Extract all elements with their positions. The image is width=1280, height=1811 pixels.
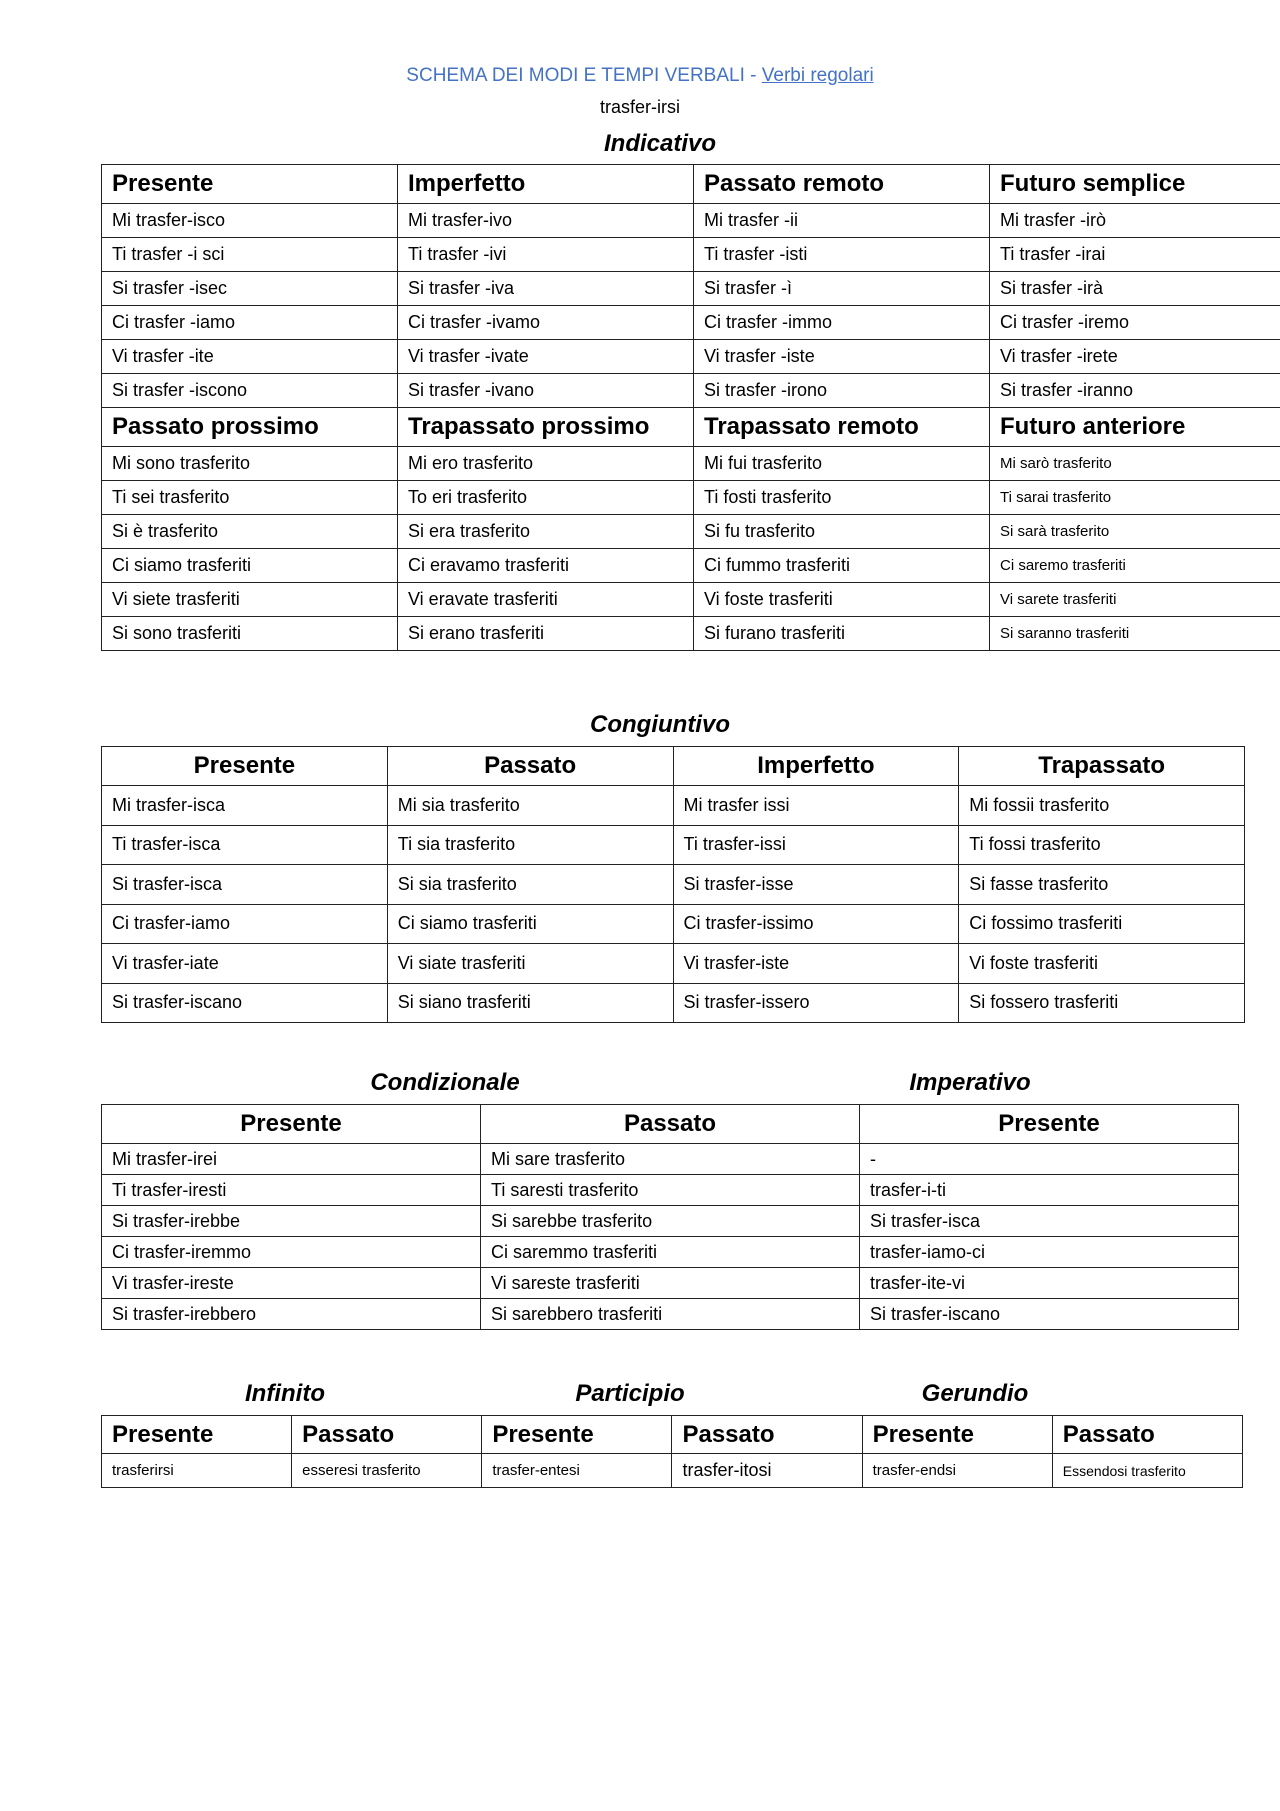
table-cell: Ti trasfer-issi [673, 825, 959, 865]
table-cell: Si saranno trasferiti [990, 617, 1280, 651]
table-cell: trasferirsi [102, 1454, 292, 1488]
table-cell: Ti sia trasferito [387, 825, 673, 865]
table-cell: trasfer-itosi [672, 1454, 862, 1488]
table-cell: Ti sei trasferito [102, 481, 398, 515]
table-cell: Mi trasfer -ii [694, 204, 990, 238]
column-header: Trapassato [959, 747, 1245, 786]
table-cell: Mi trasfer -irò [990, 204, 1280, 238]
heading-gerundio: Gerundio [921, 1380, 1029, 1407]
table-cell: Si trasfer -iva [398, 272, 694, 306]
table-cell: trasfer-i-ti [860, 1175, 1239, 1206]
page-title [0, 64, 1280, 88]
table-cell: Ti trasfer -ivi [398, 238, 694, 272]
table-cell: Mi trasfer-irei [102, 1144, 481, 1175]
table-cell: Si trasfer-irebbero [102, 1299, 481, 1330]
verb-subtitle: trasfer-irsi [600, 97, 680, 117]
table-cell: Si fossero trasferiti [959, 983, 1245, 1023]
column-header: Presente [860, 1105, 1239, 1144]
column-header: Presente [102, 747, 388, 786]
column-header: Presente [102, 165, 398, 204]
table-cell: Vi sareste trasferiti [481, 1268, 860, 1299]
table-cell: Si sarebbero trasferiti [481, 1299, 860, 1330]
table-cell: Si erano trasferiti [398, 617, 694, 651]
table-cell: Si era trasferito [398, 515, 694, 549]
congiuntivo-table [101, 746, 1245, 1023]
table-row [102, 447, 1280, 481]
table-cell: Mi ero trasferito [398, 447, 694, 481]
table-row [102, 1144, 1239, 1175]
table-row [102, 825, 1245, 865]
table-cell: Ci siamo trasferiti [387, 904, 673, 944]
table-cell: Mi sare trasferito [481, 1144, 860, 1175]
table-cell: Si trasfer-isse [673, 865, 959, 905]
table-row [102, 1206, 1239, 1237]
table-cell: Si sono trasferiti [102, 617, 398, 651]
column-header: Passato [387, 747, 673, 786]
column-header: Presente [102, 1416, 292, 1454]
table-cell: Ci fossimo trasferiti [959, 904, 1245, 944]
table-cell: Ti sarai trasferito [990, 481, 1280, 515]
heading-condizionale: Condizionale [370, 1069, 520, 1096]
table-cell: Ti saresti trasferito [481, 1175, 860, 1206]
column-header: Futuro anteriore [990, 408, 1280, 447]
title-main: SCHEMA DEI MODI E TEMPI VERBALI - [406, 65, 762, 86]
column-header: Imperfetto [398, 165, 694, 204]
table-cell: Mi sono trasferito [102, 447, 398, 481]
table-cell: Si trasfer-iscano [860, 1299, 1239, 1330]
table-row [102, 481, 1280, 515]
table-row [102, 515, 1280, 549]
table-cell: trasfer-entesi [482, 1454, 672, 1488]
table-cell: Vi foste trasferiti [694, 583, 990, 617]
table-row [102, 1299, 1239, 1330]
table-cell: Si siano trasferiti [387, 983, 673, 1023]
table-cell: Mi trasfer-isco [102, 204, 398, 238]
table-row [102, 238, 1280, 272]
table-cell: Si trasfer-issero [673, 983, 959, 1023]
table-cell: Vi siete trasferiti [102, 583, 398, 617]
heading-imperativo: Imperativo [909, 1069, 1031, 1096]
table-cell: Vi eravate trasferiti [398, 583, 694, 617]
table-cell: Si sarà trasferito [990, 515, 1280, 549]
table-row [102, 617, 1280, 651]
condizionale-imperativo-table [101, 1104, 1239, 1330]
table-row [102, 374, 1280, 408]
infinito-participio-gerundio-table [101, 1415, 1243, 1488]
column-header: Presente [862, 1416, 1052, 1454]
table-row [102, 1454, 1243, 1488]
heading-indicativo: Indicativo [603, 130, 717, 157]
table-cell: Si trasfer -irà [990, 272, 1280, 306]
table-cell: Ci saremo trasferiti [990, 549, 1280, 583]
table-cell: trasfer-iamo-ci [860, 1237, 1239, 1268]
table-cell: Si trasfer-iscano [102, 983, 388, 1023]
table-row [102, 786, 1245, 826]
table-cell: Ci siamo trasferiti [102, 549, 398, 583]
table-cell: Essendosi trasferito [1052, 1454, 1242, 1488]
table-cell: Vi trasfer -irete [990, 340, 1280, 374]
column-header: Passato [672, 1416, 862, 1454]
table-cell: Ti fossi trasferito [959, 825, 1245, 865]
table-cell: Ci trasfer-issimo [673, 904, 959, 944]
table-cell: Si trasfer-irebbe [102, 1206, 481, 1237]
table-row [102, 583, 1280, 617]
table-header-row [102, 1416, 1243, 1454]
table-cell: Ti trasfer-iresti [102, 1175, 481, 1206]
column-header: Passato [481, 1105, 860, 1144]
table-cell: Si sia trasferito [387, 865, 673, 905]
table-cell: Ci trasfer -iamo [102, 306, 398, 340]
table-cell: Mi trasfer issi [673, 786, 959, 826]
column-header: Passato prossimo [102, 408, 398, 447]
heading-infinito: Infinito [245, 1380, 325, 1407]
table-cell: Si sarebbe trasferito [481, 1206, 860, 1237]
indicativo-table [101, 164, 1280, 651]
column-header: Presente [482, 1416, 672, 1454]
column-header: Passato [292, 1416, 482, 1454]
table-cell: trasfer-endsi [862, 1454, 1052, 1488]
table-cell: Ci trasfer -iremo [990, 306, 1280, 340]
table-cell: Mi trasfer-ivo [398, 204, 694, 238]
column-header: Trapassato remoto [694, 408, 990, 447]
table-cell: Ci trasfer-iamo [102, 904, 388, 944]
table-cell: Ci fummo trasferiti [694, 549, 990, 583]
table-cell: Mi fossii trasferito [959, 786, 1245, 826]
table-cell: Vi trasfer -ite [102, 340, 398, 374]
table-row [102, 340, 1280, 374]
table-cell: Ci trasfer-iremmo [102, 1237, 481, 1268]
table-cell: - [860, 1144, 1239, 1175]
table-cell: Ci eravamo trasferiti [398, 549, 694, 583]
table-row [102, 904, 1245, 944]
table-cell: Mi sarò trasferito [990, 447, 1280, 481]
table-cell: Vi trasfer-ireste [102, 1268, 481, 1299]
column-header: Passato [1052, 1416, 1242, 1454]
table-header-row [102, 1105, 1239, 1144]
table-cell: trasfer-ite-vi [860, 1268, 1239, 1299]
column-header: Imperfetto [673, 747, 959, 786]
table-cell: Vi trasfer-iste [673, 944, 959, 984]
table-cell: Ti trasfer -irai [990, 238, 1280, 272]
table-cell: Ti trasfer -isti [694, 238, 990, 272]
table-cell: Vi foste trasferiti [959, 944, 1245, 984]
table-cell: Si fu trasferito [694, 515, 990, 549]
table-cell: Si trasfer-isca [102, 865, 388, 905]
table-cell: Ti trasfer -i sci [102, 238, 398, 272]
table-row [102, 944, 1245, 984]
table-cell: Ti trasfer-isca [102, 825, 388, 865]
table-cell: Si furano trasferiti [694, 617, 990, 651]
table-cell: Si trasfer -ivano [398, 374, 694, 408]
table-row [102, 1237, 1239, 1268]
table-row [102, 1268, 1239, 1299]
column-header: Passato remoto [694, 165, 990, 204]
table-cell: To eri trasferito [398, 481, 694, 515]
table-cell: Si trasfer -ì [694, 272, 990, 306]
column-header: Presente [102, 1105, 481, 1144]
table-cell: Si trasfer -isec [102, 272, 398, 306]
heading-congiuntivo: Congiuntivo [590, 711, 730, 738]
table-cell: Mi trasfer-isca [102, 786, 388, 826]
table-cell: Vi siate trasferiti [387, 944, 673, 984]
table-cell: Vi sarete trasferiti [990, 583, 1280, 617]
table-header-row [102, 165, 1280, 204]
table-cell: Ci trasfer -immo [694, 306, 990, 340]
table-row [102, 865, 1245, 905]
table-cell: Mi fui trasferito [694, 447, 990, 481]
table-cell: Si trasfer -irono [694, 374, 990, 408]
table-cell: Si fasse trasferito [959, 865, 1245, 905]
table-row [102, 204, 1280, 238]
table-cell: Vi trasfer -ivate [398, 340, 694, 374]
column-header: Trapassato prossimo [398, 408, 694, 447]
table-cell: Si è trasferito [102, 515, 398, 549]
table-cell: Si trasfer-isca [860, 1206, 1239, 1237]
table-header-row [102, 747, 1245, 786]
table-row [102, 983, 1245, 1023]
table-cell: Si trasfer -iranno [990, 374, 1280, 408]
table-cell: Si trasfer -iscono [102, 374, 398, 408]
verbi-regolari-link[interactable]: Verbi regolari [761, 65, 874, 86]
table-row [102, 549, 1280, 583]
table-cell: Mi sia trasferito [387, 786, 673, 826]
table-cell: Ci saremmo trasferiti [481, 1237, 860, 1268]
table-row [102, 1175, 1239, 1206]
column-header: Futuro semplice [990, 165, 1280, 204]
heading-participio: Participio [575, 1380, 685, 1407]
table-row [102, 272, 1280, 306]
table-cell: Ti fosti trasferito [694, 481, 990, 515]
table-cell: Vi trasfer -iste [694, 340, 990, 374]
table-cell: Vi trasfer-iate [102, 944, 388, 984]
table-header-row [102, 408, 1280, 447]
table-row [102, 306, 1280, 340]
table-cell: esseresi trasferito [292, 1454, 482, 1488]
table-cell: Ci trasfer -ivamo [398, 306, 694, 340]
